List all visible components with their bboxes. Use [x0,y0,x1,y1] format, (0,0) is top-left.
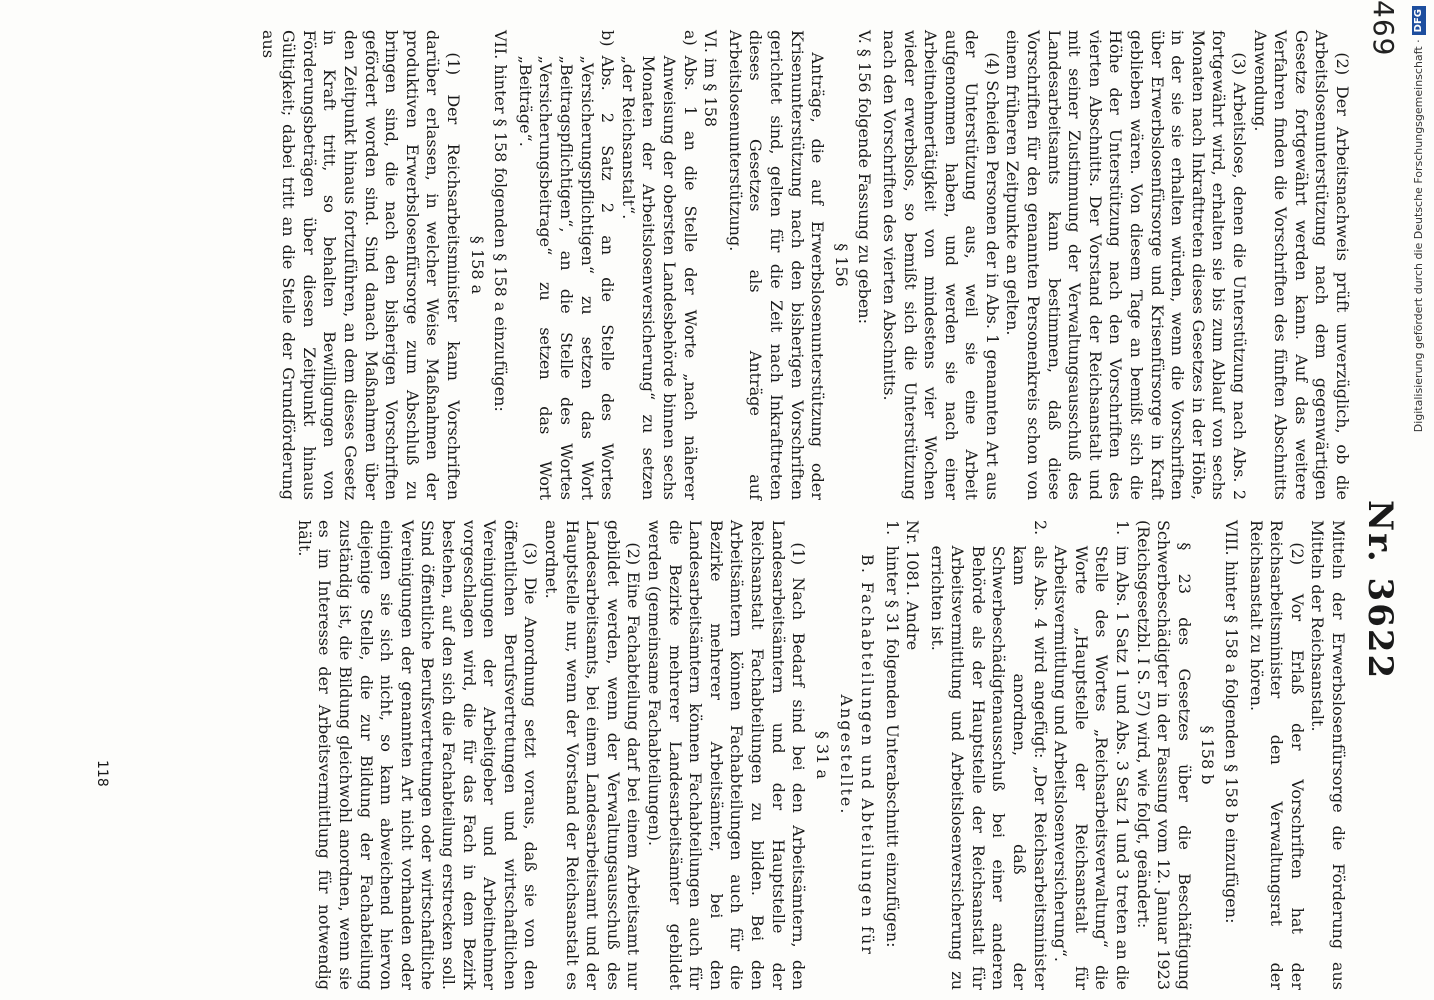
list-item [514,30,617,500]
page-header [1360,0,1400,1000]
paragraph: § 23 des Gesetzes über die Beschäftigung Schwerbeschädigter in der Fassung vom 12. Januar 1923 (Reichsgesetzbl. I S. 57) wird, wie folgt, geändert: [1133,520,1194,990]
paragraph-continuation: Mitteln der Erwerbslosenfürsorge die Förderung aus Mitteln der Reichsanstalt. [1308,520,1348,990]
item-marker: 1. [882,520,902,536]
paragraph: (2) Der Arbeitsnachweis prüft unverzüglich, ob die Arbeitslosenunterstützung nach dem gegenwärtigen Gesetze fortgewährt werden kann. Auf das weitere Verfahren finden die Vorschriften des fünften Abschnitts Anwendung. [1250,30,1352,500]
document-number: Nr. 3622 [1360,500,1400,681]
item-marker: 2. [1030,520,1050,536]
paragraph: (4) Scheiden Personen der in Abs. 1 genannten Art aus der Unterstützung aus, weil sie eine Arbeit aufgenommen haben, und werden sie nach einer Arbeitnehmertätigkeit von mindestens vier Wochen wieder erwerbslos, so bemißt sich die Unterstützung nach den Vorschriften des vierten Abschnitts. [879,30,1002,500]
list-item [881,520,902,990]
item-text: Abs. 2 Satz 2 an die Stelle des Wortes „Versicherungspflichtigen“ zu setzen das Wort „Beitragspflichtigen“, an die Stelle des Wortes „Versicherungsbeitrage“ zu setzen das Wort „Beiträge“. [515,55,618,500]
section-number: § 158 b [1198,725,1218,785]
list-item [1050,520,1132,990]
paragraph: (2) Eine Fachabteilung darf bei einem Arbeitsamt nur gebildet werden, wenn der Verwaltungsausschuß des Landesarbeitsamts, bei einem Landesarbeitsamt und der Hauptstelle nur, wenn der Vorstand der Reichsanstalt es anordnet. [542,520,644,990]
list-item [617,30,699,500]
subsection-title: B. Fachabteilungen und Abteilungen für Angestellte. [837,554,877,956]
credit-text: Digitalisierung gefördert durch die Deutsche Forschungsgemeinschaft · [1412,39,1425,433]
section-number: § 31 a [812,730,832,780]
item-marker: 1. [1113,520,1133,536]
item-marker: a) [680,30,700,46]
paragraph: (2) Vor Erlaß der Vorschriften hat der Reichsarbeitsminister den Verwaltungsrat der Reichsanstalt zu hören. [1246,520,1307,990]
left-column [0,30,1352,500]
article-heading: Nr. 1081. Andre [903,520,923,651]
paragraph: (1) Der Reichsarbeitsminister kann Vorschriften darüber erlassen, in welcher Weise Maßnahmen der produktiven Erwerbslosenfürsorge zum Abschluß zu bringen sind, die nach den bisherigen Vorschriften gefördert worden sind. Sind danach Maßnahmen über den Zeitpunkt hinaus fortzuführen, an dem dieses Gesetz in Kraft tritt, so behalten Bewilligungen von Förderungsbeträgen über diesen Zeitpunkt hinaus Gültigkeit; dabei tritt an die Stelle der Grundförderung aus [258,30,464,500]
paragraph: (3) Arbeitslose, denen die Unterstützung nach Abs. 2 fortgewährt wird, erhalten sie bis zum Ablauf von sechs Monaten nach Inkrafttreten dieses Gesetzes in der Höhe, in der sie sie erhalten würden, wenn die Vorschriften über Erwerbslosenfürsorge und Krisenfürsorge in Kraft geblieben wären. Von diesem Tage an bemißt sich die Höhe der Unterstützung nach den Vorschriften des vierten Abschnitts. Der Vorstand der Reichsanstalt und mit seiner Zustimmung der Verwaltungsausschuß des Landesarbeitsamts kann bestimmen, daß diese Vorschriften für den genannten Personenkreis schon von einem früheren Zeitpunkte an gelten. [1003,30,1250,500]
item-text: hinter § 31 folgenden Unterabschnitt einzufügen: [882,545,902,948]
dfg-logo: DFG [1412,6,1426,35]
paragraph: (3) Die Anordnung setzt voraus, daß sie von den öffentlichen Berufsvertretungen und wirtschaftlichen Vereinigungen der Arbeitgeber und Arbeitnehmer vorgeschlagen wird, die für das Fach in dem Bezirk bestehen, auf den sich die Fachabteilung erstrecken soll. Sind öffentliche Berufsvertretungen oder wirtschaftliche Vereinigungen der genannten Art nicht vorhanden oder einigen sie sich nicht, so kann abweichend hiervon diejenige Stelle, die zur Bildung der Fachabteilung zuständig ist, die Bildung gleichwohl anordnen, wenn sie es im Interesse der Arbeitsvermittlung für notwendig hält. [294,520,541,990]
section-number: § 158 a [467,235,487,295]
article-heading: VII. hinter § 158 folgenden § 158 a einzufügen: [491,30,511,412]
item-text: Abs. 1 an die Stelle der Worte „nach näherer Anweisung der obersten Landesbehörde binnen sechs Monaten der Arbeitslosenversicherung“ zu setzen „der Reichsanstalt“. [618,55,700,500]
item-text: als Abs. 4 wird angefügt: „Der Reichsarbeitsminister kann anordnen, daß der Schwerbeschädigtenausschuß bei einer anderen Behörde als der Hauptstelle der Reichsanstalt für Arbeitsvermittlung und Arbeitslosenversicherung zu errichten ist. [927,545,1050,990]
list-item [926,520,1050,990]
article-heading: V. § 156 folgende Fassung zu geben: [855,30,875,324]
item-text: im Abs. 1 Satz 1 und Abs. 3 Satz 1 und 3 treten an die Stelle des Wortes „Reichsarbeitsverwaltung“ die Worte „Hauptstelle der Reichsanstalt für Arbeitsvermittlung und Arbeitslosenversicherung“. [1051,545,1133,990]
article-heading: VIII. hinter § 158 a folgenden § 158 b einzufügen: [1222,520,1242,924]
paragraph: (1) Nach Bedarf sind bei den Arbeitsämtern, den Landesarbeitsämtern und der Hauptstelle der Reichsanstalt Fachabteilungen zu bilden. Bei den Arbeitsämtern können Fachabteilungen auch für die Bezirke mehrerer Arbeitsämter, bei den Landesarbeitsämtern können Fachabteilungen auch für die Bezirke mehrerer Landesarbeitsämter gebildet werden (gemeinsame Fachabteilungen). [645,520,809,990]
digitization-credit [1408,6,1430,986]
paragraph: Anträge, die auf Erwerbslosenunterstützung oder Krisenunterstützung nach den bisherigen Vorschriften gerichtet sind, gelten für die Zeit nach Inkrafttreten dieses Gesetzes als Anträge auf Arbeitslosenunterstützung. [725,30,828,500]
right-column [0,520,1352,990]
footer-number: 118 [94,760,110,787]
article-heading: VI. im § 158 [701,30,721,128]
section-number: § 156 [831,243,851,287]
item-marker: b) [598,30,618,47]
page-number: 469 [1367,0,1400,57]
